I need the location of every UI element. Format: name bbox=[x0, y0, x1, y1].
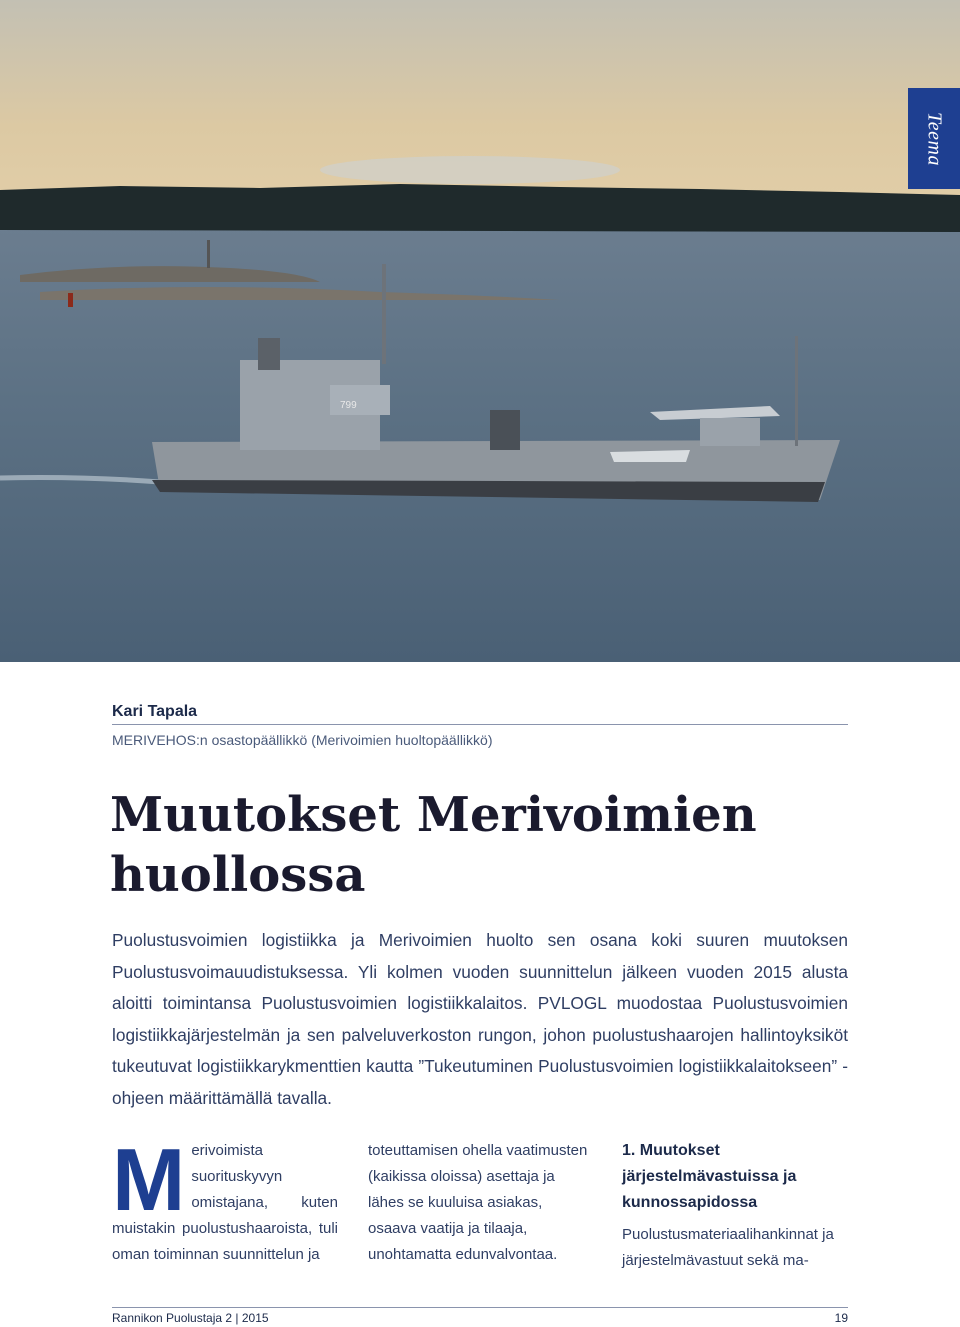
page-number: 19 bbox=[834, 1311, 848, 1325]
hull-number-text: 799 bbox=[340, 400, 357, 411]
drop-cap: M bbox=[112, 1130, 186, 1229]
article-title-line2: huollossa bbox=[110, 847, 366, 903]
body-column-1 bbox=[112, 1130, 338, 1268]
footer-publication: Rannikon Puolustaja 2 | 2015 bbox=[112, 1311, 269, 1325]
section-tab bbox=[908, 88, 960, 189]
article-lead: Puolustusvoimien logistiikka ja Merivoimien huolto sen osana koki suuren muutoksen Puolustusvoimauudistuksessa. Yli kolmen vuoden suunnittelun jälkeen vuoden 2015 alusta aloitti toimintansa Puolustusvoimien logistiikkalaitos. PVLOGL muodostaa Puolustusvoimien logistiikkajärjestelmän ja sen palveluverkoston rungon, johon puolustushaarojen hallintoyksiköt tukeutuvat logistiikkarykmenttien kautta ”Tukeutuminen Puolustusvoimien logistiikkalaitokseen” -ohjeen määrittämällä tavalla. bbox=[112, 930, 848, 1108]
body-column-2-text: toteuttamisen ohella vaatimusten (kaikissa oloissa) asettaja ja lähes se kuuluisa asiakas, osaava vaatija ja tilaaja, unohtamatta edunvalvontaa. bbox=[368, 1142, 588, 1263]
article-title-line1: Muutokset Merivoimien bbox=[110, 787, 757, 843]
author-divider bbox=[112, 724, 848, 725]
body-column-3-text: Puolustusmateriaalihankinnat ja järjestelmävastuut sekä ma- bbox=[622, 1226, 834, 1269]
body-column-3 bbox=[622, 1138, 848, 1274]
article-title bbox=[110, 785, 850, 905]
body-column-1-text: erivoimista suorituskyvyn omistajana, kuten muistakin puolustushaaroista, tuli oman toiminnan suunnittelun ja bbox=[112, 1142, 338, 1263]
section-heading: 1. Muutokset järjestelmävastuissa ja kunnossapidossa bbox=[622, 1142, 797, 1211]
body-column-2 bbox=[368, 1138, 594, 1268]
author-role: MERIVEHOS:n osastopäällikkö (Merivoimien huoltopäällikkö) bbox=[112, 732, 493, 748]
section-tab-label: Teema bbox=[923, 111, 946, 166]
ship-at-sea-photo bbox=[0, 0, 960, 662]
footer-divider bbox=[112, 1307, 848, 1308]
author-name: Kari Tapala bbox=[112, 703, 198, 720]
cover-photo bbox=[0, 0, 960, 662]
